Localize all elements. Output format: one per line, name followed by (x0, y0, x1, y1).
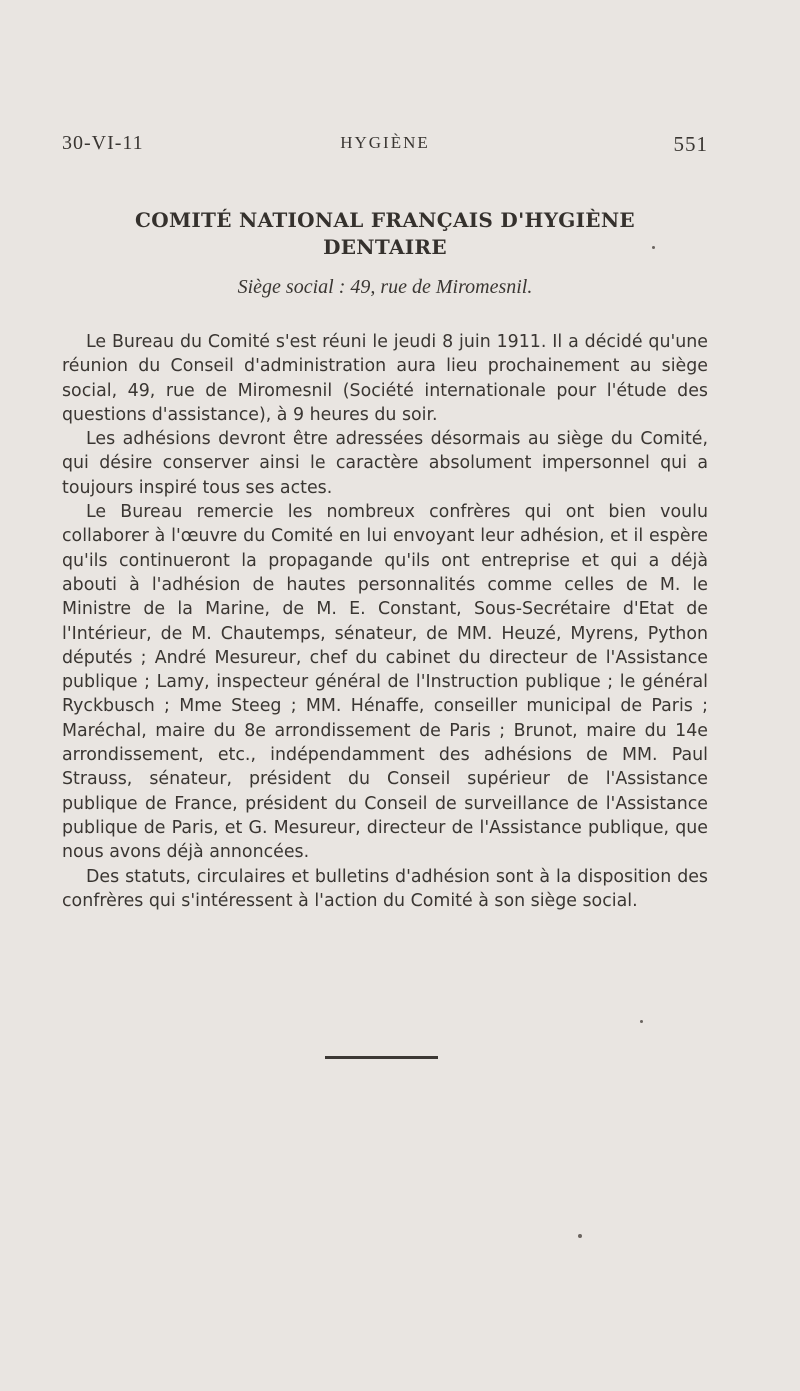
paper-speck (578, 1234, 582, 1238)
paragraph-2: Les adhésions devront être adressées désormais au siège du Comité, qui désire conserver ainsi le caractère absolument impersonnel qui a toujours inspiré tous ses actes. (62, 429, 708, 498)
paragraph-3: Le Bureau remercie les nombreux confrères qui ont bien voulu collaborer à l'œuvre du Comité en lui envoyant leur adhésion, et il espère qu'ils continueront la propagande qu'ils ont entreprise et qui a déjà abouti à l'adhésion de hautes personnalités comme celles de M. le Ministre de la Marine, de M. E. Constant, Sous-Secrétaire d'Etat de l'Intérieur, de M. Chautemps, sénateur, de MM. Heuzé, Myrens, Python députés ; André Mesureur, chef du cabinet du directeur de l'Assistance publique ; Lamy, inspecteur général de l'Instruction publique ; le général Ryckbusch ; Mme Steeg ; MM. Hénaffe, conseiller municipal de Paris ; Maréchal, maire du 8e arrondissement de Paris ; Brunot, maire du 14e arrondissement, etc., indépendamment des adhésions de MM. Paul Strauss, sénateur, président du Conseil supérieur de l'Assistance publique de France, président du Conseil de surveillance de l'Assistance publique de Paris, et G. Mesureur, directeur de l'Assistance publique, que nous avons déjà annoncées. (62, 502, 708, 863)
article-title-line1: COMITÉ NATIONAL FRANÇAIS D'HYGIÈNE (135, 208, 635, 232)
paragraph-4: Des statuts, circulaires et bulletins d'adhésion sont à la disposition des confrères qui s'intéressent à l'action du Comité à son siège social. (62, 866, 708, 911)
article-title-line2: DENTAIRE (323, 235, 447, 259)
article-subtitle: Siège social : 49, rue de Miromesnil. (237, 276, 533, 298)
end-rule (325, 1056, 438, 1059)
running-head (62, 130, 708, 160)
article-title (62, 207, 708, 261)
paper-speck (652, 246, 655, 249)
issue-date: 30-VI-11 (62, 132, 144, 154)
page-number: 551 (673, 132, 708, 156)
journal-title: HYGIÈNE (340, 133, 430, 152)
article-body (62, 330, 708, 913)
paragraph-1: Le Bureau du Comité s'est réuni le jeudi 8 juin 1911. Il a décidé qu'une réunion du Conseil d'administration aura lieu prochainement au siège social, 49, rue de Miromesnil (Société internationale pour l'étude des questions d'assistance), à 9 heures du soir. (62, 332, 708, 425)
paper-speck (640, 1020, 643, 1023)
